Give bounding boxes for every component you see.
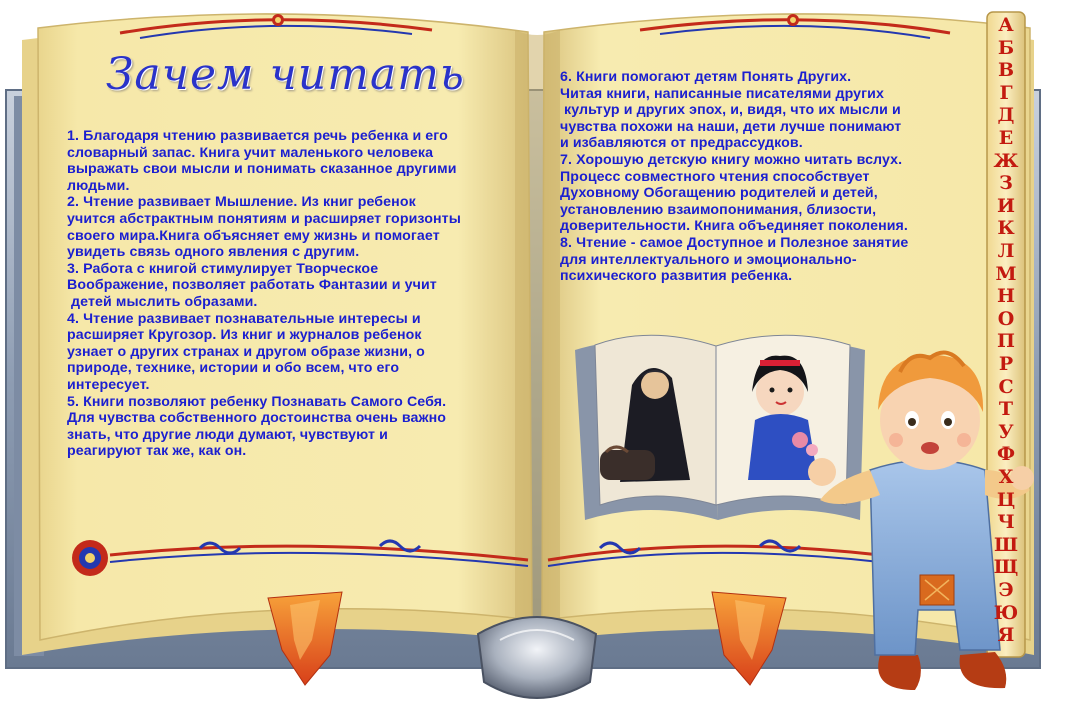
alphabet-letter: Д bbox=[997, 104, 1015, 127]
alphabet-letter: Ц bbox=[996, 488, 1016, 511]
alphabet-tab bbox=[987, 14, 1025, 654]
text-line: Для чувства собственного достоинства очень важно bbox=[67, 410, 447, 427]
alphabet-letter: К bbox=[997, 217, 1015, 240]
text-line: 3. Работа с книгой стимулирует Творческое bbox=[67, 260, 379, 277]
text-line: Процесс совместного чтения способствует bbox=[560, 168, 870, 185]
alphabet-letter: Я bbox=[997, 624, 1015, 647]
text-line: 6. Книги помогают детям Понять Других. bbox=[560, 69, 852, 85]
right-page-text bbox=[560, 69, 908, 285]
alphabet-letter: У bbox=[998, 420, 1014, 443]
text-line: интересует. bbox=[67, 376, 150, 393]
text-line: своего мира.Книга объясняет ему жизнь и помогает bbox=[67, 227, 440, 244]
text-line: расширяет Кругозор. Из книг и журналов ребенок bbox=[67, 327, 422, 344]
text-line: 7. Хорошую детскую книгу можно читать вслух. bbox=[560, 151, 903, 168]
text-line: доверительности. Книга объединяет поколения. bbox=[560, 218, 908, 235]
text-line: узнает о других странах и другом образе жизни, о bbox=[67, 343, 425, 360]
alphabet-letter: Ч bbox=[997, 511, 1015, 534]
text-line: и избавляются от предрассудков. bbox=[560, 135, 803, 152]
alphabet-letter: Г bbox=[999, 81, 1013, 104]
alphabet-letter: И bbox=[997, 194, 1015, 217]
alphabet-letter: Е bbox=[998, 127, 1014, 149]
text-line: 1. Благодаря чтению развивается речь ребенка и его bbox=[67, 128, 448, 144]
text-line: для интеллектуального и эмоционально- bbox=[560, 251, 857, 268]
alphabet-letter: С bbox=[998, 375, 1014, 398]
text-line: знать, что другие люди думают, чувствуют и bbox=[67, 426, 388, 443]
text-line: 5. Книги позволяют ребенку Познавать Самого Себя. bbox=[67, 393, 447, 410]
text-line: Воображение, позволяет работать Фантазии и учит bbox=[67, 277, 437, 294]
alphabet-letter: А bbox=[998, 14, 1014, 36]
alphabet-letter: Э bbox=[998, 579, 1014, 601]
text-line: 8. Чтение - самое Доступное и Полезное занятие bbox=[560, 234, 909, 251]
alphabet-letter: Т bbox=[998, 398, 1014, 421]
text-line: детей мыслить образами. bbox=[67, 293, 258, 310]
text-line: установлению взаимопонимания, близости, bbox=[560, 201, 877, 218]
alphabet-letter: Ю bbox=[993, 601, 1019, 624]
left-page-text bbox=[67, 128, 461, 460]
alphabet-letter: О bbox=[997, 307, 1015, 330]
text-line: людьми. bbox=[67, 177, 130, 194]
text-line: выражать свои мысли и понимать сказанное другими bbox=[67, 161, 457, 178]
alphabet-letter: В bbox=[997, 59, 1015, 82]
alphabet-letter: З bbox=[999, 172, 1013, 195]
alphabet-letter: Х bbox=[998, 466, 1014, 488]
text-line: чувства похожи на наши, дети лучше понимают bbox=[560, 118, 902, 135]
text-line: психического развития ребенка. bbox=[560, 268, 793, 285]
text-line: Читая книги, написанные писателями других bbox=[560, 85, 884, 102]
text-line: культур и других эпох, и, видя, что их мысли и bbox=[560, 102, 901, 119]
text-line: Духовному Обогащению родителей и детей, bbox=[560, 185, 878, 202]
fairy-tale-book-image bbox=[575, 335, 865, 520]
alphabet-letter: Щ bbox=[993, 556, 1019, 579]
alphabet-letter: Н bbox=[997, 285, 1015, 308]
text-line: 2. Чтение развивает Мышление. Из книг ребенок bbox=[67, 194, 416, 211]
alphabet-letter: Р bbox=[998, 353, 1014, 375]
alphabet-letter: М bbox=[995, 262, 1017, 285]
alphabet-letter: П bbox=[997, 330, 1015, 353]
alphabet-letter: Б bbox=[997, 36, 1015, 59]
text-line: увидеть связь одного явления с другим. bbox=[67, 244, 360, 261]
text-line: словарный запас. Книга учит маленького человека bbox=[67, 144, 434, 161]
page-title: Зачем читать bbox=[106, 49, 465, 100]
text-line: 4. Чтение развивает познавательные интересы и bbox=[67, 310, 421, 327]
alphabet-letter: Л bbox=[997, 240, 1015, 262]
text-line: природе, технике, истории и обо всем, что его bbox=[67, 360, 400, 377]
alphabet-letter: Ш bbox=[993, 533, 1019, 556]
alphabet-letter: Ф bbox=[996, 443, 1016, 466]
text-line: реагируют так же, как он. bbox=[67, 443, 247, 460]
alphabet-letter: Ж bbox=[993, 149, 1019, 172]
text-line: учится абстрактным понятиям и расширяет горизонты bbox=[67, 210, 461, 227]
